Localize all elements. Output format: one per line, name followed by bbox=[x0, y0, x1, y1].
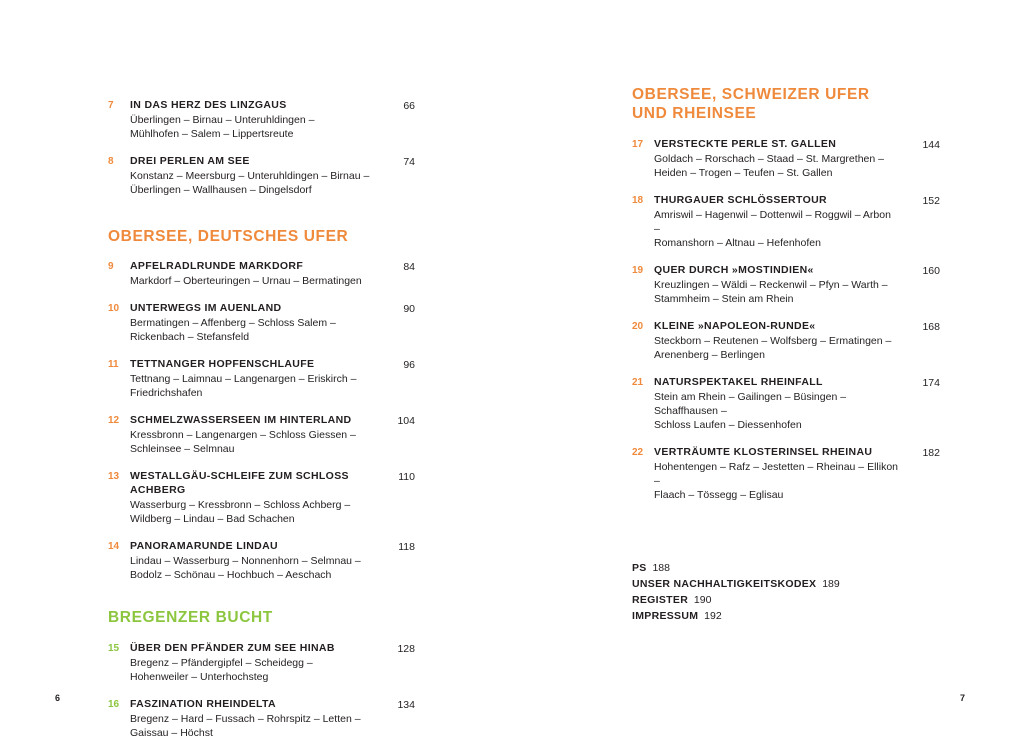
entry-page-number: 144 bbox=[922, 138, 940, 151]
entry-subtitle: Markdorf – Oberteuringen – Urnau – Bermatingen bbox=[130, 275, 362, 288]
entry-body bbox=[654, 263, 906, 306]
entry-title: IN DAS HERZ DES LINZGAUS bbox=[130, 99, 287, 111]
entry-title: PANORAMARUNDE LINDAU bbox=[130, 540, 278, 553]
entry-title: VERTRÄUMTE KLOSTERINSEL RHEINAU bbox=[654, 445, 873, 458]
toc-entry[interactable] bbox=[108, 641, 415, 684]
entry-subtitle: Steckborn – Reutenen – Wolfsberg – Ermatingen – Arenenberg – Berlingen bbox=[654, 334, 892, 361]
entry-subtitle: Überlingen – Birnau – Unteruhldingen – Mühlhofen – Salem – Lippertsreute bbox=[130, 114, 315, 140]
entry-body bbox=[130, 154, 381, 197]
entry-title: VERSTECKTE PERLE ST. GALLEN bbox=[654, 137, 837, 150]
entry-page-number: 84 bbox=[403, 261, 415, 274]
toc-entry[interactable] bbox=[108, 357, 415, 400]
backmatter-label: IMPRESSUM bbox=[632, 609, 699, 622]
entry-subtitle: Tettnang – Laimnau – Langenargen – Eriskirch – Friedrichshafen bbox=[130, 373, 357, 400]
backmatter-page-number: 188 bbox=[652, 561, 670, 574]
toc-entry[interactable] bbox=[108, 301, 415, 344]
entry-subtitle: Stein am Rhein – Gailingen – Büsingen – Schaffhausen – Schloss Laufen – Diessenhofen bbox=[654, 390, 847, 431]
toc-entry[interactable] bbox=[108, 259, 415, 288]
toc-entry[interactable] bbox=[108, 697, 415, 740]
folio-right: 7 bbox=[959, 693, 965, 703]
entry-title: ÜBER DEN PFÄNDER ZUM SEE HINAB bbox=[130, 641, 335, 654]
entry-page-number: 160 bbox=[922, 264, 940, 277]
entry-title: UNTERWEGS IM AUENLAND bbox=[130, 302, 282, 315]
entry-title: THURGAUER SCHLÖSSERTOUR bbox=[654, 193, 827, 206]
backmatter-label: PS bbox=[632, 561, 647, 574]
entry-body bbox=[130, 641, 381, 684]
entry-page-number: 182 bbox=[922, 446, 940, 459]
entry-number: 21 bbox=[632, 376, 644, 388]
entry-subtitle: Bregenz – Hard – Fussach – Rohrspitz – Letten – Gaissau – Höchst bbox=[130, 712, 361, 739]
left-page-column bbox=[0, 85, 510, 740]
folio-left: 6 bbox=[55, 693, 61, 703]
entry-body bbox=[130, 259, 381, 288]
entry-page-number: 66 bbox=[403, 100, 415, 112]
backmatter-item[interactable] bbox=[632, 560, 940, 576]
entry-body bbox=[130, 357, 381, 400]
entry-number: 7 bbox=[108, 100, 114, 111]
entry-page-number: 134 bbox=[397, 698, 415, 711]
right-page-column bbox=[510, 85, 1020, 740]
entry-body bbox=[654, 375, 906, 432]
entry-title: APFELRADLRUNDE MARKDORF bbox=[130, 260, 304, 273]
entry-subtitle: Wasserburg – Kressbronn – Schloss Achberg – Wildberg – Lindau – Bad Schachen bbox=[130, 499, 351, 526]
toc-entry[interactable] bbox=[108, 98, 415, 141]
toc-entry[interactable] bbox=[108, 154, 415, 197]
entry-title: KLEINE »NAPOLEON-RUNDE« bbox=[654, 319, 816, 332]
entry-body bbox=[654, 193, 906, 250]
entry-page-number: 90 bbox=[403, 303, 415, 316]
toc-entry[interactable] bbox=[108, 539, 415, 582]
backmatter-page-number: 189 bbox=[822, 577, 840, 590]
entry-page-number: 96 bbox=[403, 359, 415, 372]
entry-number: 17 bbox=[632, 138, 644, 150]
entry-number: 8 bbox=[108, 156, 114, 167]
entry-page-number: 152 bbox=[922, 194, 940, 207]
entry-body bbox=[654, 137, 906, 180]
entry-title: FASZINATION RHEINDELTA bbox=[130, 697, 276, 710]
toc-entry[interactable] bbox=[632, 137, 940, 180]
entry-body bbox=[654, 445, 906, 502]
entry-subtitle: Bregenz – Pfändergipfel – Scheidegg – Hohenweiler – Unterhochsteg bbox=[130, 656, 313, 683]
entry-title: WESTALLGÄU-SCHLEIFE ZUM SCHLOSS ACHBERG bbox=[130, 470, 349, 497]
section-heading-obersee-deutsches-ufer: OBERSEE, DEUTSCHES UFER bbox=[108, 228, 349, 245]
entry-number: 11 bbox=[108, 359, 119, 371]
entry-title: SCHMELZWASSERSEEN IM HINTERLAND bbox=[130, 414, 352, 427]
toc-entry[interactable] bbox=[632, 445, 940, 502]
entry-subtitle: Hohentengen – Rafz – Jestetten – Rheinau – Ellikon – Flaach – Tössegg – Eglisau bbox=[654, 460, 898, 501]
backmatter-item[interactable] bbox=[632, 576, 940, 592]
backmatter-list bbox=[632, 560, 940, 624]
entry-number: 16 bbox=[108, 698, 120, 710]
entry-subtitle: Bermatingen – Affenberg – Schloss Salem – Rickenbach – Stefansfeld bbox=[130, 317, 336, 344]
entry-body bbox=[130, 98, 381, 141]
entry-number: 18 bbox=[632, 194, 644, 206]
entry-body bbox=[130, 697, 381, 740]
entry-body bbox=[654, 319, 906, 362]
entry-number: 13 bbox=[108, 471, 120, 483]
entry-number: 14 bbox=[108, 541, 120, 553]
entry-subtitle: Kressbronn – Langenargen – Schloss Giessen – Schleinsee – Selmnau bbox=[130, 429, 356, 456]
entry-title: NATURSPEKTAKEL RHEINFALL bbox=[654, 375, 823, 388]
backmatter-item[interactable] bbox=[632, 592, 940, 608]
backmatter-page-number: 190 bbox=[693, 593, 712, 606]
entry-title: DREI PERLEN AM SEE bbox=[130, 155, 250, 167]
entry-page-number: 168 bbox=[922, 320, 940, 333]
entry-body bbox=[130, 301, 381, 344]
entry-page-number: 174 bbox=[922, 376, 940, 389]
toc-entry[interactable] bbox=[632, 193, 940, 250]
backmatter-label: UNSER NACHHALTIGKEITSKODEX bbox=[632, 577, 817, 590]
entry-number: 10 bbox=[108, 303, 120, 315]
entry-page-number: 110 bbox=[398, 471, 415, 484]
toc-entry[interactable] bbox=[108, 469, 415, 526]
entry-number: 12 bbox=[108, 415, 120, 427]
backmatter-item[interactable] bbox=[632, 608, 940, 624]
toc-entry[interactable] bbox=[632, 319, 940, 362]
entry-number: 15 bbox=[108, 642, 120, 654]
toc-entry[interactable] bbox=[632, 263, 940, 306]
section-heading-obersee-schweizer-ufer: OBERSEE, SCHWEIZER UFER UND RHEINSEE bbox=[632, 86, 870, 123]
entry-title: TETTNANGER HOPFENSCHLAUFE bbox=[130, 358, 315, 371]
entry-body bbox=[130, 469, 381, 526]
backmatter-label: REGISTER bbox=[632, 593, 689, 606]
backmatter-page-number: 192 bbox=[704, 609, 722, 622]
entry-body bbox=[130, 539, 381, 582]
entry-page-number: 118 bbox=[398, 541, 415, 554]
entry-subtitle: Amriswil – Hagenwil – Dottenwil – Roggwil – Arbon – Romanshorn – Altnau – Hefenhofen bbox=[654, 208, 891, 249]
entry-number: 9 bbox=[108, 261, 114, 273]
entry-subtitle: Konstanz – Meersburg – Unteruhldingen – Birnau – Überlingen – Wallhausen – Dingelsdorf bbox=[130, 170, 370, 196]
entry-number: 22 bbox=[632, 446, 644, 458]
section-heading-bregenzer-bucht: BREGENZER BUCHT bbox=[108, 609, 273, 627]
entry-subtitle: Goldach – Rorschach – Staad – St. Margrethen – Heiden – Trogen – Teufen – St. Gallen bbox=[654, 152, 884, 179]
entry-body bbox=[130, 413, 381, 456]
contents-columns bbox=[0, 85, 1020, 740]
entry-subtitle: Lindau – Wasserburg – Nonnenhorn – Selmnau – Bodolz – Schönau – Hochbuch – Aeschach bbox=[130, 555, 361, 582]
toc-entry[interactable] bbox=[632, 375, 940, 432]
entry-number: 20 bbox=[632, 320, 644, 332]
toc-entry[interactable] bbox=[108, 413, 415, 456]
entry-number: 19 bbox=[632, 264, 644, 276]
entry-page-number: 104 bbox=[397, 415, 415, 428]
entry-subtitle: Kreuzlingen – Wäldi – Reckenwil – Pfyn – Warth – Stammheim – Stein am Rhein bbox=[654, 278, 888, 305]
entry-title: QUER DURCH »MOSTINDIEN« bbox=[654, 263, 814, 276]
entry-page-number: 74 bbox=[403, 156, 415, 168]
entry-page-number: 128 bbox=[397, 642, 415, 655]
